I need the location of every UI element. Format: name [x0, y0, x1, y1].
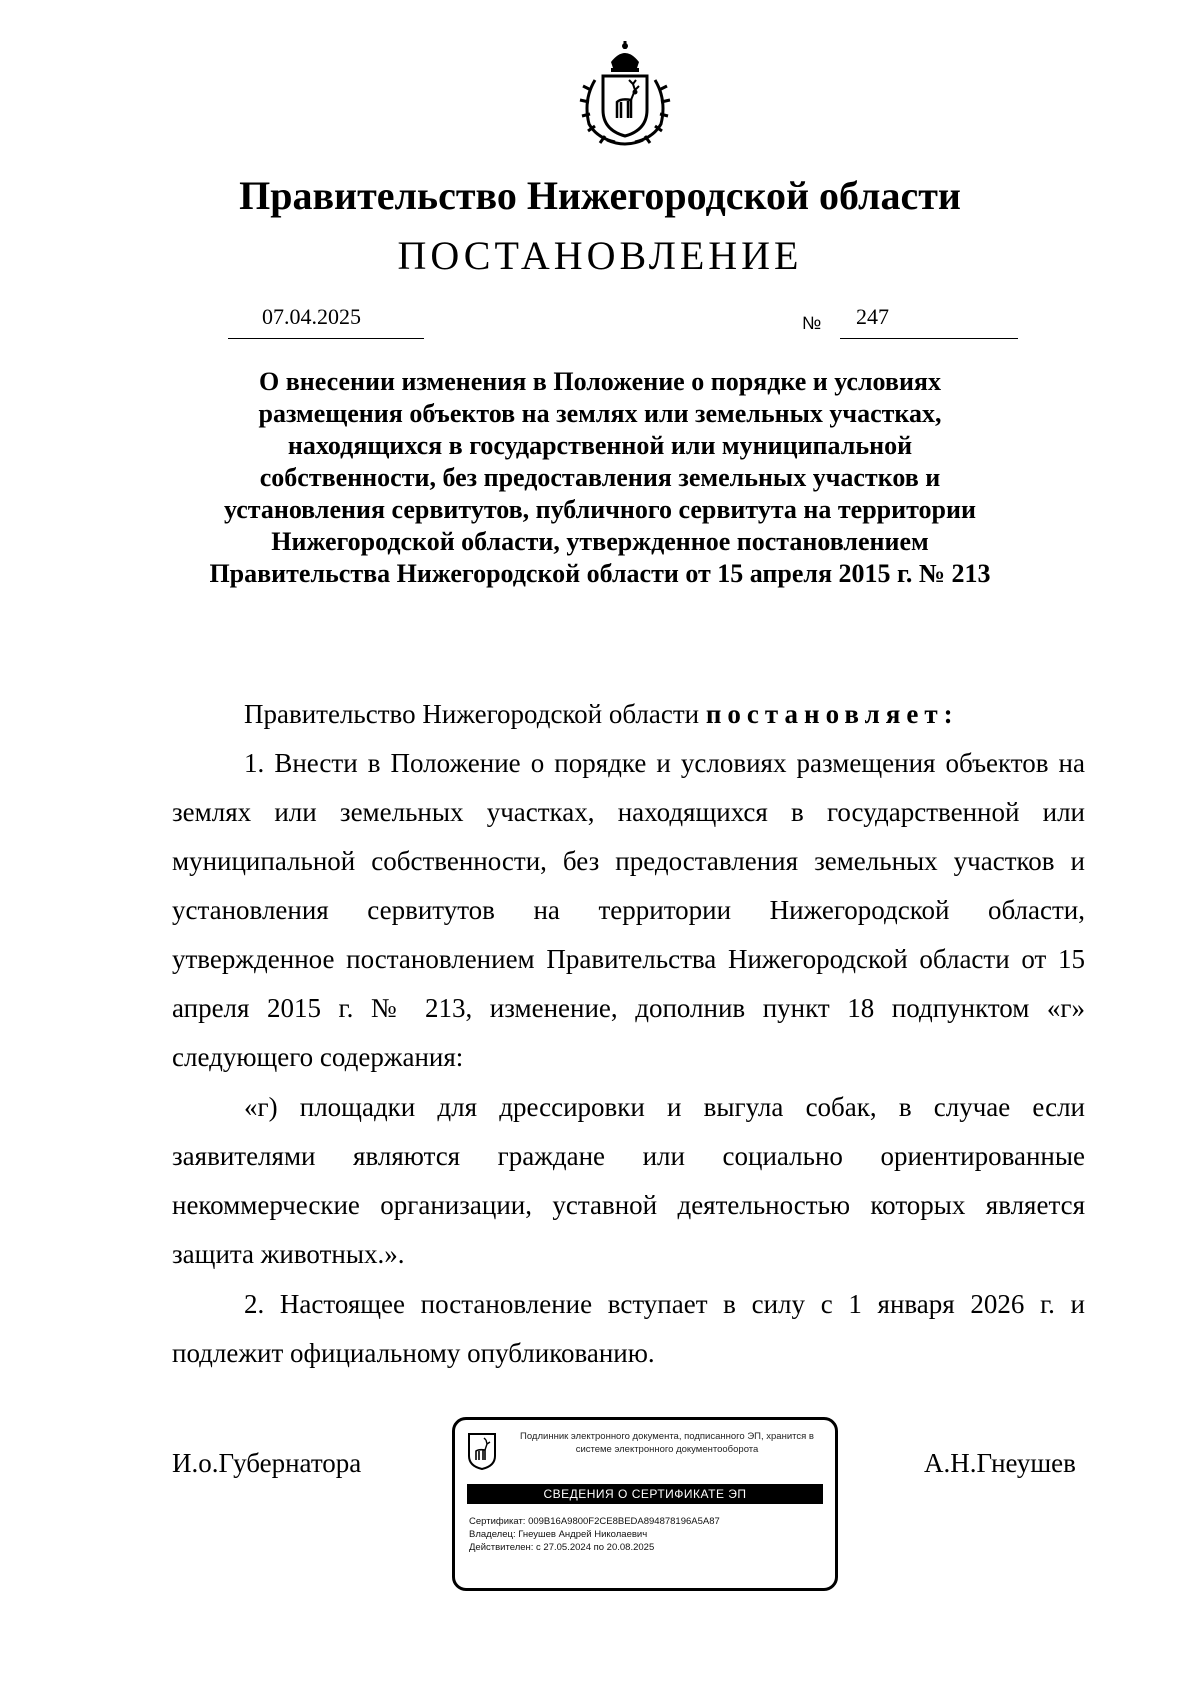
- point-2-paragraph: 2. Настоящее постановление вступает в силу с 1 января 2026 г. и подлежит официальному опубликованию.: [172, 1289, 1085, 1368]
- signatory-role: И.о.Губернатора: [172, 1448, 362, 1478]
- number-field: [840, 302, 1018, 339]
- certificate-validity: Действителен: с 27.05.2024 по 20.08.2025: [469, 1542, 655, 1553]
- certificate-owner: Владелец: Гнеушев Андрей Николаевич: [469, 1529, 648, 1540]
- e-signature-stamp: [452, 1417, 838, 1591]
- coat-of-arms-icon: [565, 40, 685, 150]
- certificate-id: Сертификат: 009B16A9800F2CE8BEDA894878196A5A87: [469, 1516, 720, 1527]
- document-date: 07.04.2025: [262, 304, 361, 329]
- certificate-header: СВЕДЕНИЯ О СЕРТИФИКАТЕ ЭП: [467, 1484, 823, 1504]
- intro-paragraph: [172, 690, 1085, 739]
- number-sign: №: [802, 313, 822, 333]
- document-number: 247: [856, 304, 889, 329]
- intro-text: Правительство Нижегородской области: [244, 699, 706, 729]
- point-1-paragraph: 1. Внести в Положение о порядке и условиях размещения объектов на землях или земельных участках, находящихся в государственной или муниципальной собственности, без предоставления земельных участков и установления сервитутов на территории Нижегородской области, утвержденное постановлением Правительства Нижегородской области от 15 апреля 2015 г. № 213, изменение, дополнив пункт 18 подпунктом «г» следующего содержания:: [172, 748, 1085, 1072]
- deer-emblem-icon: [467, 1432, 497, 1470]
- document-type: ПОСТАНОВЛЕНИЕ: [397, 233, 803, 278]
- stamp-note: Подлинник электронного документа, подписанного ЭП, хранится в системе электронного документооборота: [520, 1431, 814, 1455]
- decree-verb: постановляет:: [705, 699, 959, 729]
- subpoint-g-paragraph: «г) площадки для дрессировки и выгула собак, в случае если заявителями являются граждане или социально ориентированные некоммерческие организации, уставной деятельностью которых является защита животных.».: [172, 1092, 1085, 1269]
- date-field: [228, 302, 424, 339]
- government-title: Правительство Нижегородской области: [239, 173, 961, 218]
- document-subject: О внесении изменения в Положение о порядке и условиях размещения объектов на землях или земельных участках, находящихся в государственной или муниципальной собственности, без предоставления земельных участков и установления сервитутов, публичного сервитута на территории Нижегородской области, утвержденное постановлением Правительства Нижегородской области от 15 апреля 2015 г. № 213: [209, 367, 991, 588]
- signatory-name: А.Н.Гнеушев: [924, 1448, 1076, 1478]
